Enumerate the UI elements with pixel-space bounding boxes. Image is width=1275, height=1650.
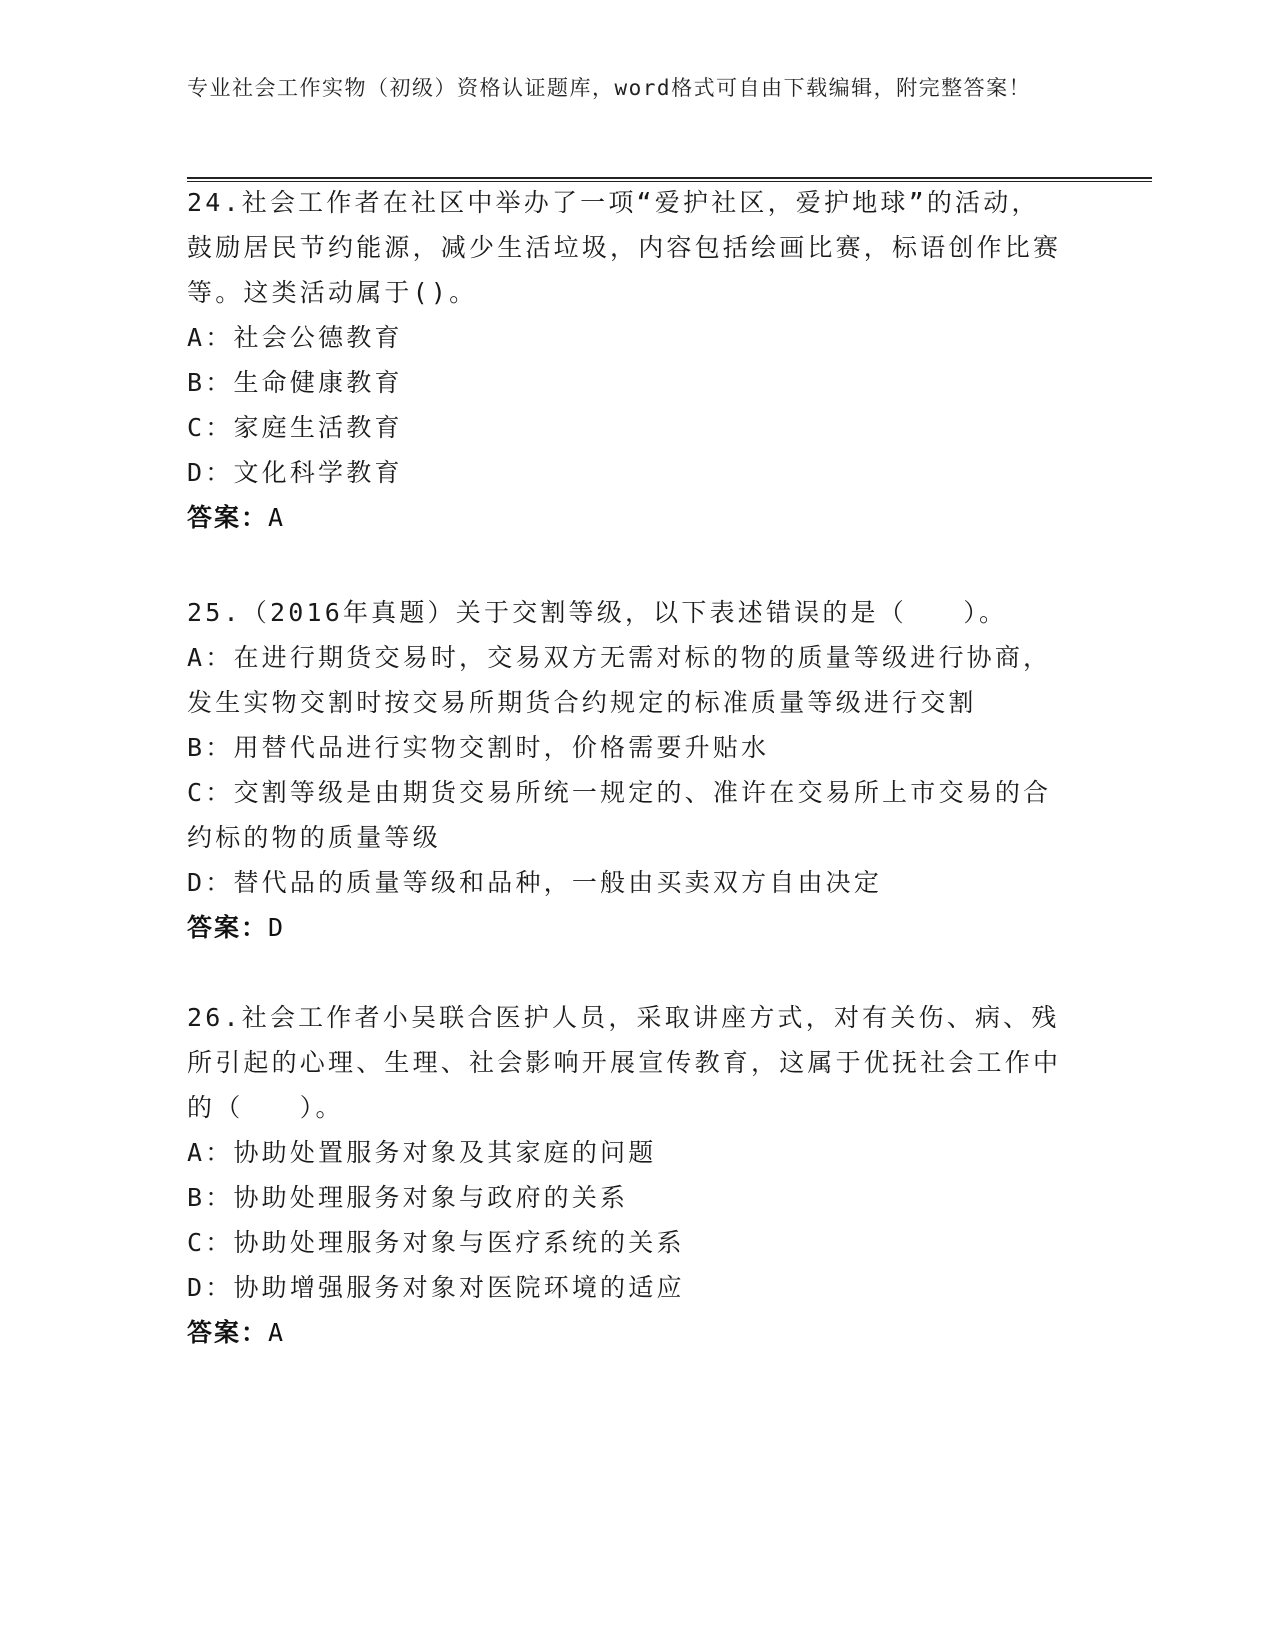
option-b: B：协助处理服务对象与政府的关系 [187, 1183, 629, 1212]
option-c: C：家庭生活教育 [187, 413, 403, 442]
option-d: D：替代品的质量等级和品种，一般由买卖双方自由决定 [187, 868, 883, 897]
question-stem: 24.社会工作者在社区中举办了一项“爱护社区，爱护地球”的活动，鼓励居民节约能源，减少生活垃圾，内容包括绘画比赛，标语创作比赛等。这类活动属于()。 [187, 188, 1062, 307]
question-25 [187, 590, 1067, 950]
answer-line [187, 1310, 1067, 1355]
answer-line [187, 495, 1067, 540]
question-24 [187, 180, 1067, 540]
question-stem: 25.（2016年真题）关于交割等级，以下表述错误的是（ ）。 [187, 598, 1008, 627]
answer-value: A [268, 503, 286, 532]
option-d: D：协助增强服务对象对医院环境的适应 [187, 1273, 685, 1302]
question-stem: 26.社会工作者小吴联合医护人员，采取讲座方式，对有关伤、病、残所引起的心理、生理、社会影响开展宣传教育，这属于优抚社会工作中的（ ）。 [187, 1003, 1062, 1122]
option-a: A：协助处置服务对象及其家庭的问题 [187, 1138, 657, 1167]
option-c: C：交割等级是由期货交易所统一规定的、准许在交易所上市交易的合约标的物的质量等级 [187, 778, 1052, 852]
option-a: A：社会公德教育 [187, 323, 403, 352]
answer-label: 答案： [187, 1318, 269, 1347]
option-b: B：用替代品进行实物交割时，价格需要升贴水 [187, 733, 770, 762]
option-c: C：协助处理服务对象与医疗系统的关系 [187, 1228, 685, 1257]
answer-label: 答案： [187, 503, 269, 532]
option-a: A：在进行期货交易时，交易双方无需对标的物的质量等级进行协商，发生实物交割时按交易所期货合约规定的标准质量等级进行交割 [187, 643, 1052, 717]
option-b: B：生命健康教育 [187, 368, 403, 397]
answer-value: D [268, 913, 286, 942]
answer-line [187, 905, 1067, 950]
header-divider-thick [187, 177, 1152, 179]
option-d: D：文化科学教育 [187, 458, 403, 487]
answer-label: 答案： [187, 913, 269, 942]
document-header: 专业社会工作实物（初级）资格认证题库，word格式可自由下载编辑，附完整答案！ [187, 76, 1032, 100]
question-26 [187, 995, 1067, 1355]
answer-value: A [268, 1318, 286, 1347]
